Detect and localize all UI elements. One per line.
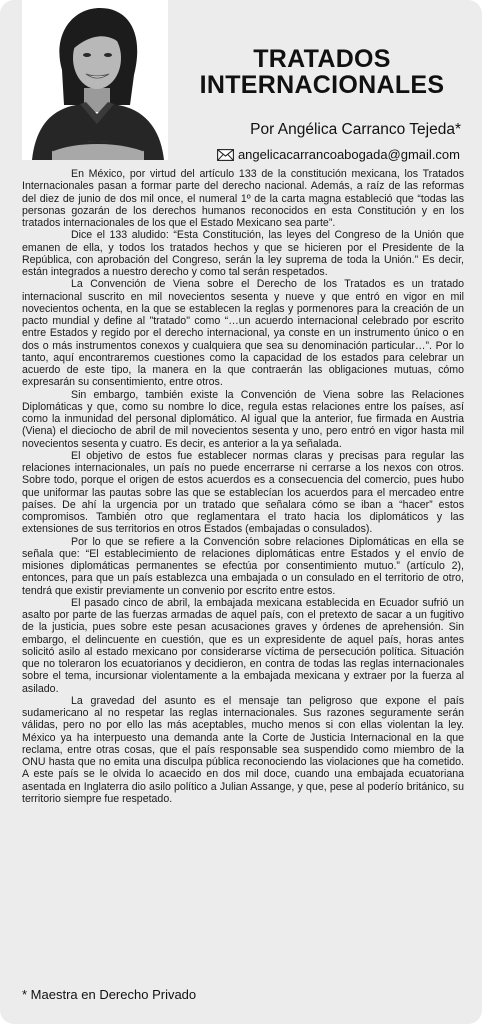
title-line-2: INTERNACIONALES	[199, 71, 445, 99]
author-portrait-image	[22, 0, 168, 160]
author-photo	[22, 0, 168, 160]
paragraph: En México, por virtud del artículo 133 de la constitución mexicana, los Tratados Internacionales pasan a formar parte del derecho nacional. Además, a raíz de las reformas del diez de junio de dos mil once, el numeral 1º de la carta magna estableció que “todas las personas gozarán de los derechos humanos reconocidos en esta Constitución y en los tratados internacionales de los que el Estado Mexicano sea parte”.	[22, 168, 464, 229]
paragraph: El objetivo de estos fue establecer normas claras y precisas para regular las relaciones internacionales, un país no puede encerrarse ni cerrarse a los nexos con otros. Sobre todo, porque el origen de estos acuerdos es a consecuencia del comercio, pues hubo que uniformar las pautas sobre las que se establecían los acuerdos para el mercadeo entre países. De ahí la urgencia por un tratado que señalara cómo se iban a “hacer” estos compromisos. También otro que reglamentara el trato hacia los diplomáticos y las extensiones de sus territorios en otros Estados (embajadas o consulados).	[22, 449, 464, 536]
title-line-1: TRATADOS	[253, 45, 391, 73]
article-title	[176, 46, 468, 98]
paragraph: Por lo que se refiere a la Convención sobre relaciones Diplomáticas en ella se señala que: “El establecimiento de relaciones diplomáticas entre Estados y el envío de misiones diplomáticas permanentes se efectúa por consentimiento mutuo.” (artículo 2), entonces, para que un país establezca una embajada o un consulado en el territorio de otro, tendrá que existir previamente un convenio por escrito entre estos.	[22, 535, 464, 597]
email-row	[176, 147, 460, 162]
paragraph: Sin embargo, también existe la Convención de Viena sobre las Relaciones Diplomáticas y que, como su nombre lo dice, regula estas relaciones entre los países, así como la inmunidad del personal diplomático. Al igual que la anterior, fue firmada en Austria (Viena) el dieciocho de abril de mil novecientos sesenta y uno, pero entró en vigor hasta mil novecientos sesenta y cuatro. Es decir, es anterior a la ya señalada.	[22, 388, 464, 450]
paragraph: La gravedad del asunto es el mensaje tan peligroso que expone el país sudamericano al no respetar las reglas internacionales. Sus razones seguramente serán válidas, pero no por ello las más aceptables, mucho menos si con ellas violentan la ley. México ya ha interpuesto una demanda ante la Corte de Justicia Internacional en la que reclama, entre otras cosas, que el país responsable sea suspendido como miembro de la ONU hasta que no emita una disculpa pública reconociendo las violaciones que ha cometido. A este país se le olvida lo acaecido en dos mil doce, cuando una embajada ecuatoriana asentada en Inglaterra dio asilo político a Julian Assange, y que, pese al poderío británico, su territorio siempre fue respetado.	[22, 694, 464, 805]
author-email[interactable]: angelicacarrancoabogada@gmail.com	[237, 147, 460, 162]
author-byline: Por Angélica Carranco Tejeda*	[250, 121, 461, 138]
article-body	[22, 168, 464, 805]
envelope-icon	[217, 149, 234, 161]
paragraph: Dice el 133 aludido: “Esta Constitución, las leyes del Congreso de la Unión que emanen de ella, y todos los tratados hechos y que se hicieren por el Presidente de la República, con aprobación del Congreso, serán la ley suprema de toda la Unión.” Es decir, están integrados a nuestro derecho y como tal serán respetados.	[22, 229, 464, 278]
paragraph: El pasado cinco de abril, la embajada mexicana establecida en Ecuador sufrió un asalto por parte de las fuerzas armadas de aquel país, con el pretexto de sacar a un fugitivo de la justicia, pues sobre este pesan acusaciones graves y órdenes de aprehensión. Sin embargo, el delincuente en cuestión, que es un expresidente de aquel país, horas antes solicitó asilo al estado mexicano por considerarse víctima de persecución política. Situación que no toleraron los ecuatorianos y decidieron, en contra de todas las reglas internacionales sobre el tema, incursionar violentamente a la embajada mexicana y extraer por la fuerza al asilado.	[22, 596, 464, 695]
paragraph: La Convención de Viena sobre el Derecho de los Tratados es un tratado internacional suscrito en mil novecientos sesenta y nueve y que entró en vigor en mil novecientos ochenta, en la que se establecen la reglas y pormenores para la creación de un pacto mundial y define al "tratado" como “…un acuerdo internacional celebrado por escrito entre Estados y regido por el derecho internacional, ya conste en un instrumento único o en dos o más instrumentos conexos y cualquiera que sea su denominación particular…”. Por lo tanto, aquí encontraremos cuestiones como la capacidad de los estados para celebrar un acuerdo de este tipo, la manera en la que contraerán las obligaciones mutuas, cómo expresarán su consentimiento, entre otros.	[22, 278, 464, 389]
footnote: * Maestra en Derecho Privado	[22, 987, 197, 1002]
